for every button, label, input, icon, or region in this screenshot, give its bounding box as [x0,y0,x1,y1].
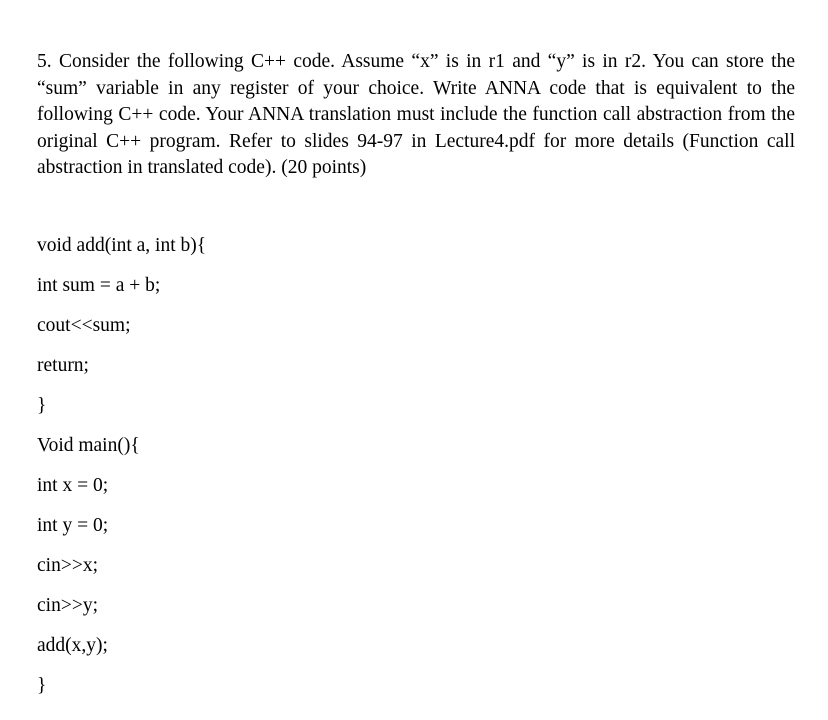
code-line: Void main(){ [37,435,140,456]
code-block [37,233,206,713]
code-line: int y = 0; [37,515,109,536]
code-line: return; [37,355,89,376]
question-text: 5. Consider the following C++ code. Assume “x” is in r1 and “y” is in r2. You can store the “sum” variable in any register of your choice. Write ANNA code that is equivalent to the following C++ code. Your ANNA translation must include the function call abstraction from the original C++ program. Refer to slides 94-97 in Lecture4.pdf for more details (Function call abstraction in translated code). (20 points) [37,51,795,178]
code-line: cin>>x; [37,555,98,576]
code-line: cin>>y; [37,595,98,616]
code-line: cout<<sum; [37,315,131,336]
code-line: int x = 0; [37,475,109,496]
code-line: add(x,y); [37,635,108,656]
code-line: } [37,395,47,416]
code-line: void add(int a, int b){ [37,235,207,256]
code-line: int sum = a + b; [37,275,161,296]
code-line: } [37,675,47,696]
